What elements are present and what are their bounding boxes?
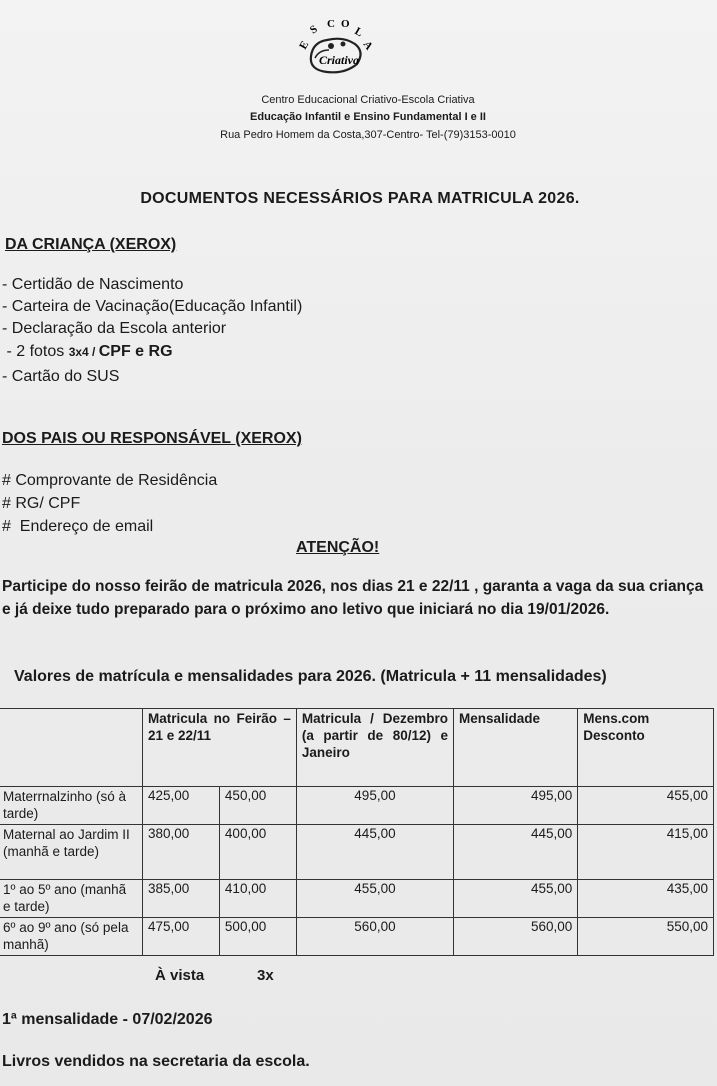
school-levels: Educação Infantil e Ensino Fundamental I e II bbox=[250, 111, 486, 123]
row-label: 1º ao 5º ano (manhã e tarde) bbox=[0, 880, 142, 918]
photos-label: - 2 fotos bbox=[2, 343, 69, 360]
price-dezembro: 560,00 bbox=[296, 918, 453, 956]
table-header-feirao: Matricula no Feirão – 21 e 22/11 bbox=[142, 709, 296, 787]
books-note: Livros vendidos na secretaria da escola. bbox=[2, 1053, 310, 1070]
child-doc-item: - Carteira de Vacinação(Educação Infantil) bbox=[2, 298, 303, 315]
footer-3x: 3x bbox=[257, 967, 274, 984]
svg-text:E: E bbox=[297, 39, 312, 52]
price-mensalidade: 445,00 bbox=[454, 825, 578, 880]
promo-paragraph: Participe do nosso feirão de matricula 2026, nos dias 21 e 22/11 , garanta a vaga da sua criança e já deixe tudo preparado para o próximo ano letivo que iniciará no dia 19/01/2026. bbox=[2, 578, 704, 618]
cpf-rg-label: CPF e RG bbox=[98, 343, 173, 360]
row-label: Materrnalzinho (só à tarde) bbox=[0, 787, 142, 825]
price-mensalidade: 560,00 bbox=[454, 918, 578, 956]
parent-doc-item: # Endereço de email bbox=[2, 518, 154, 535]
prices-table bbox=[0, 708, 714, 956]
footer-a-vista: À vista bbox=[155, 967, 205, 984]
price-vista: 385,00 bbox=[142, 880, 219, 918]
child-doc-item: - Declaração da Escola anterior bbox=[2, 320, 227, 337]
price-vista: 475,00 bbox=[142, 918, 219, 956]
row-label: Maternal ao Jardim II (manhã e tarde) bbox=[0, 825, 142, 880]
school-logo bbox=[283, 14, 383, 86]
table-row bbox=[0, 787, 714, 825]
child-doc-item: - Cartão do SUS bbox=[2, 368, 120, 385]
price-desconto: 550,00 bbox=[578, 918, 714, 956]
child-section-heading: DA CRIANÇA (XEROX) bbox=[5, 236, 177, 253]
svg-text:O: O bbox=[341, 18, 350, 30]
parent-doc-item: # Comprovante de Residência bbox=[2, 472, 218, 489]
parents-section-heading: DOS PAIS OU RESPONSÁVEL (XEROX) bbox=[2, 430, 302, 447]
school-address: Rua Pedro Homem da Costa,307-Centro- Tel-(79)3153-0010 bbox=[220, 129, 516, 141]
price-dezembro: 495,00 bbox=[296, 787, 453, 825]
school-name: Centro Educacional Criativo-Escola Criativa bbox=[261, 94, 475, 106]
row-label: 6º ao 9º ano (só pela manhã) bbox=[0, 918, 142, 956]
price-desconto: 415,00 bbox=[578, 825, 714, 880]
price-3x: 410,00 bbox=[219, 880, 296, 918]
table-header-empty bbox=[0, 709, 142, 787]
price-3x: 450,00 bbox=[219, 787, 296, 825]
table-header-desconto: Mens.com Desconto bbox=[578, 709, 714, 787]
price-dezembro: 445,00 bbox=[296, 825, 453, 880]
table-header-dezembro: Matricula / Dezembro (a partir de 80/12) e Janeiro bbox=[296, 709, 453, 787]
table-header-mensalidade: Mensalidade bbox=[454, 709, 578, 787]
svg-text:Criativa: Criativa bbox=[319, 53, 360, 67]
table-row bbox=[0, 918, 714, 956]
price-vista: 380,00 bbox=[142, 825, 219, 880]
table-row bbox=[0, 880, 714, 918]
attention-heading: ATENÇÃO! bbox=[296, 539, 380, 556]
svg-text:C: C bbox=[327, 18, 335, 30]
price-desconto: 435,00 bbox=[578, 880, 714, 918]
price-vista: 425,00 bbox=[142, 787, 219, 825]
parent-doc-item: # RG/ CPF bbox=[2, 495, 81, 512]
table-row bbox=[0, 825, 714, 880]
table-header-row bbox=[0, 709, 714, 787]
svg-text:A: A bbox=[360, 38, 375, 53]
price-mensalidade: 495,00 bbox=[454, 787, 578, 825]
document-title: DOCUMENTOS NECESSÁRIOS PARA MATRICULA 2026. bbox=[140, 190, 580, 207]
price-desconto: 455,00 bbox=[578, 787, 714, 825]
price-3x: 500,00 bbox=[219, 918, 296, 956]
price-mensalidade: 455,00 bbox=[454, 880, 578, 918]
price-3x: 400,00 bbox=[219, 825, 296, 880]
first-payment-date: 1ª mensalidade - 07/02/2026 bbox=[2, 1011, 213, 1028]
svg-text:L: L bbox=[352, 25, 365, 40]
photos-size: 3x4 / bbox=[68, 345, 99, 359]
prices-title: Valores de matrícula e mensalidades para 2026. (Matricula + 11 mensalidades) bbox=[14, 668, 607, 685]
child-doc-item bbox=[2, 343, 173, 361]
child-doc-item: - Certidão de Nascimento bbox=[2, 276, 184, 293]
svg-text:S: S bbox=[307, 23, 320, 37]
price-dezembro: 455,00 bbox=[296, 880, 453, 918]
